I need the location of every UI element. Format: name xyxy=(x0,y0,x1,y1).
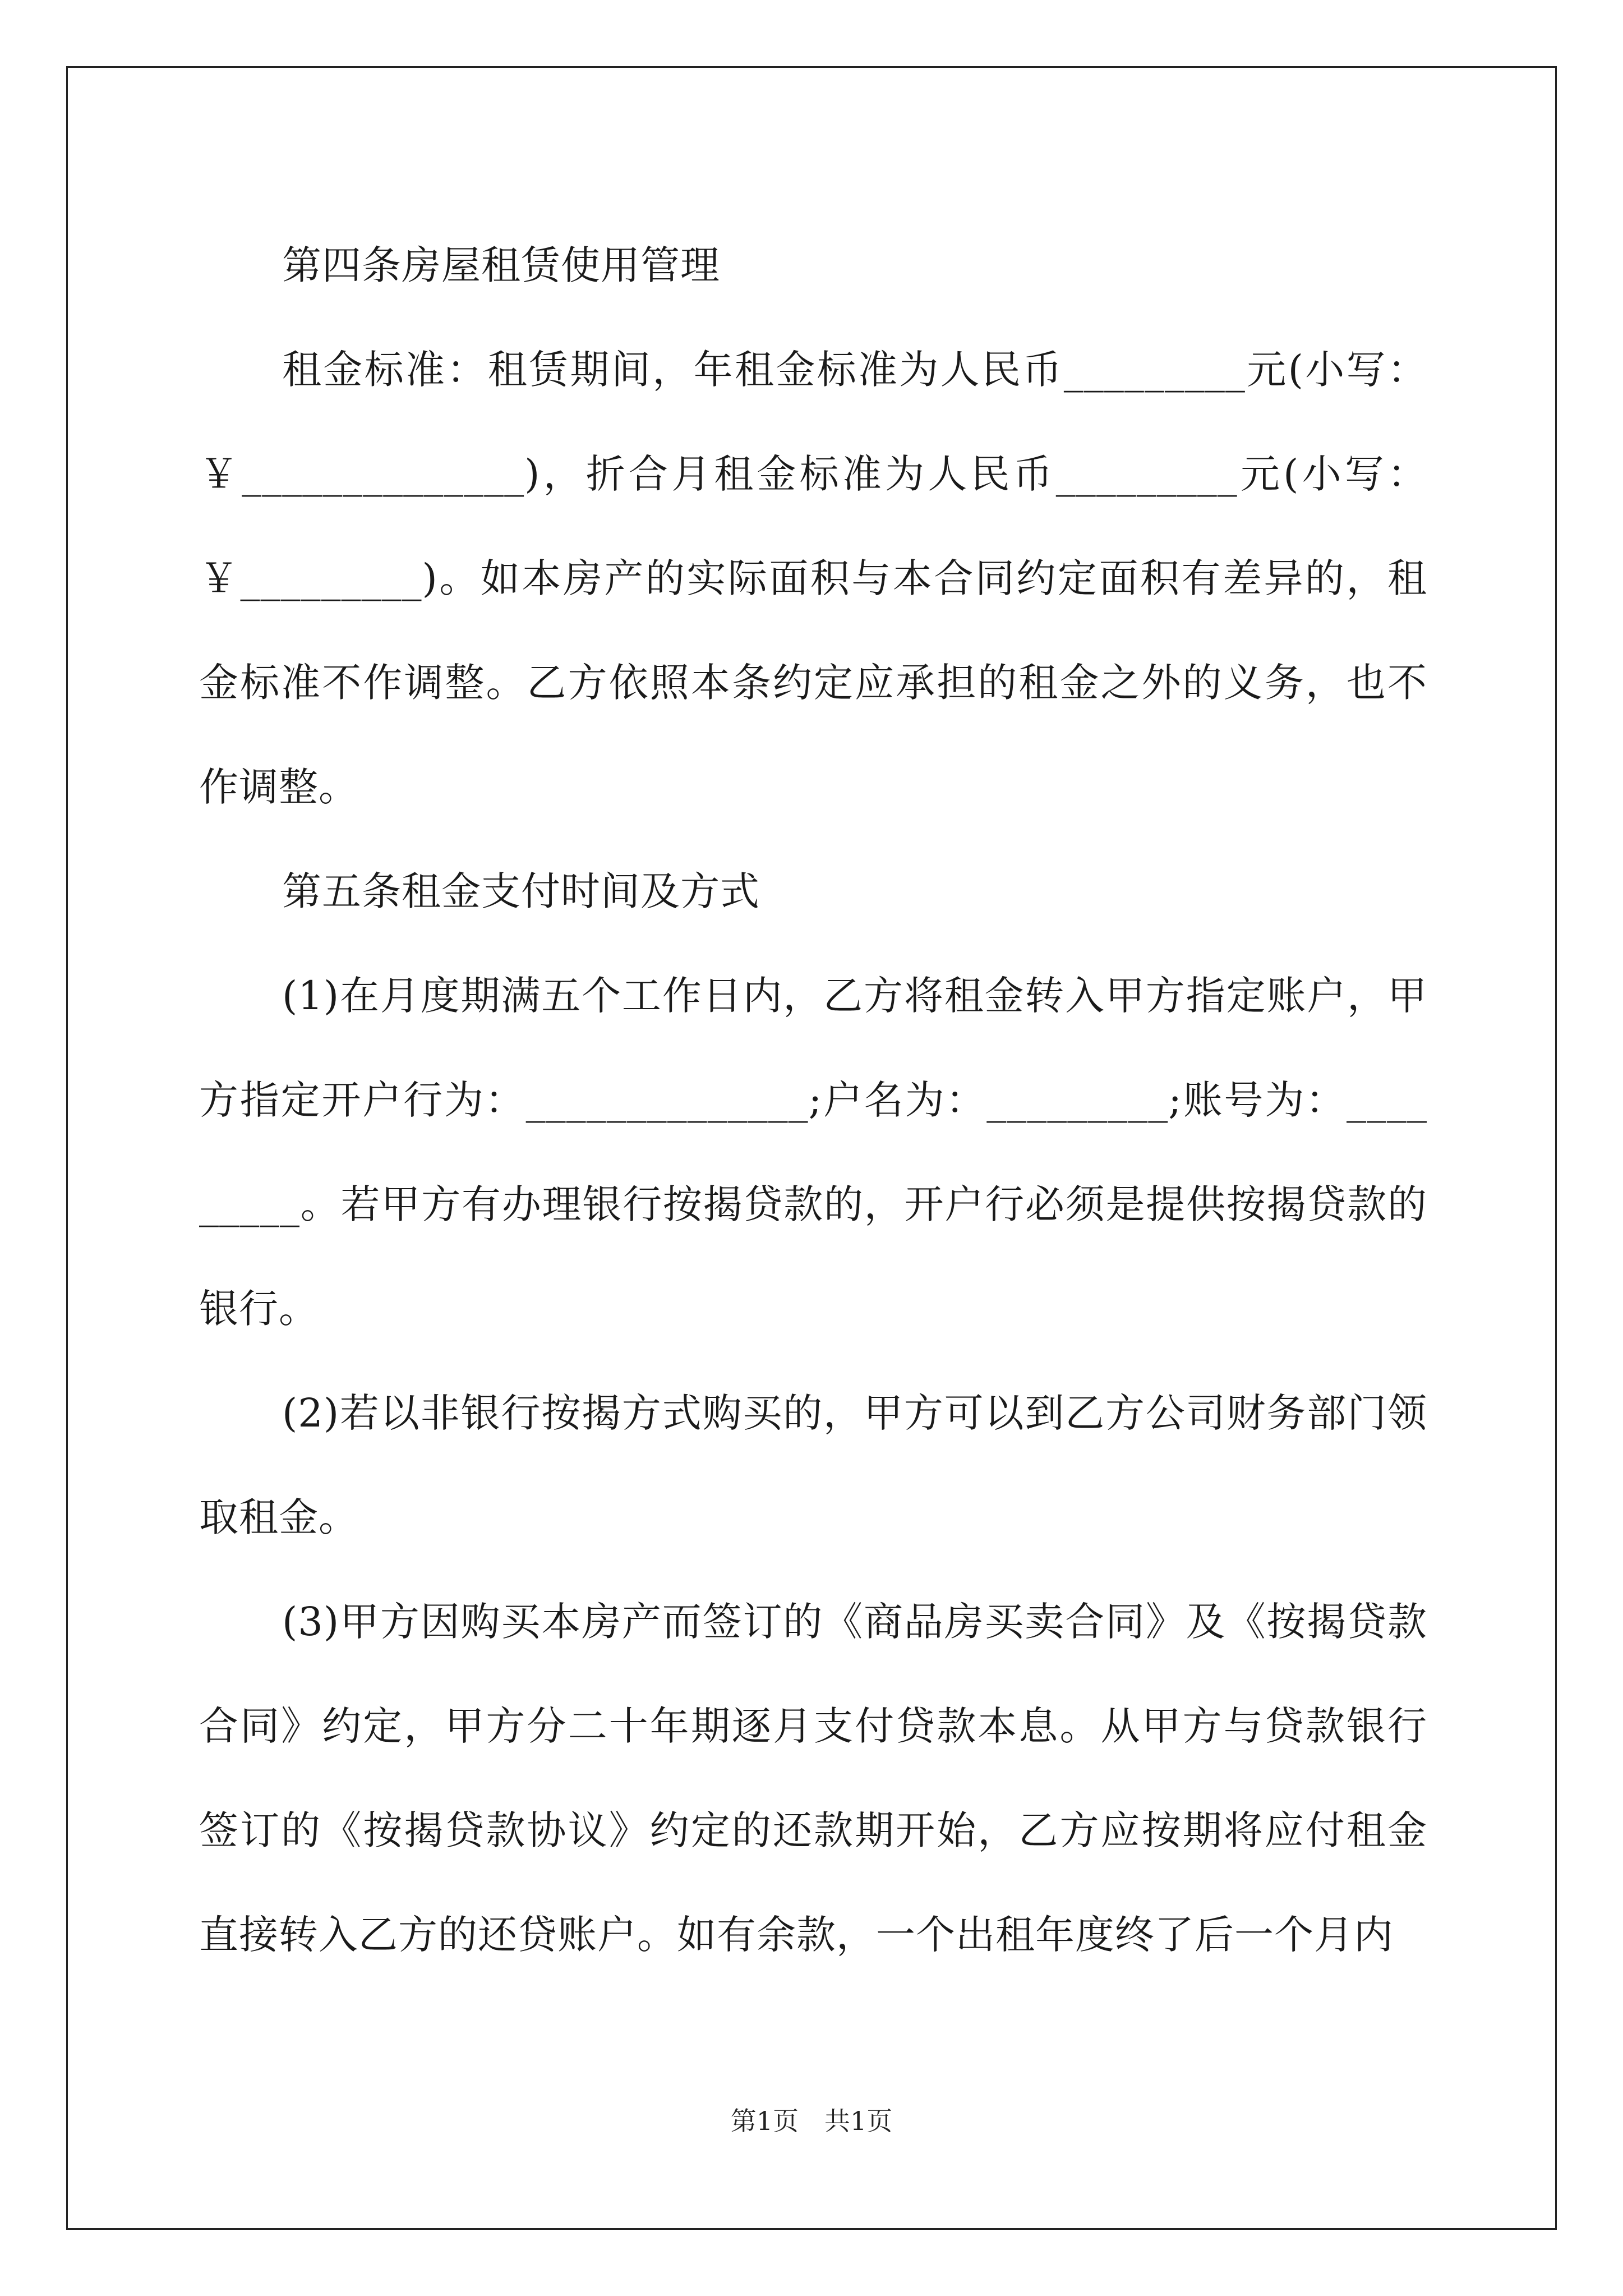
page-footer: 第1页 共1页 xyxy=(730,2106,893,2136)
paragraph-payment-1: (1)在月度期满五个工作日内，乙方将租金转入甲方指定账户，甲方指定开户行为：______________;户名为：_________;账号为：_________。若甲方有办理银行按揭贷款的，开户行必须是提供按揭贷款的银行。 xyxy=(199,973,1427,1332)
document-body xyxy=(199,213,1427,1987)
section-heading-article-5: 第五条租金支付时间及方式 xyxy=(282,868,760,914)
section-heading-article-4: 第四条房屋租赁使用管理 xyxy=(282,242,720,288)
paragraph-payment-2: (2)若以非银行按揭方式购买的，甲方可以到乙方公司财务部门领取租金。 xyxy=(199,1390,1427,1540)
paragraph-payment-3: (3)甲方因购买本房产而签订的《商品房买卖合同》及《按揭贷款合同》约定，甲方分二十年期逐月支付贷款本息。从甲方与贷款银行签订的《按揭贷款协议》约定的还款期开始，乙方应按期将应付租金直接转入乙方的还贷账户。如有余款，一个出租年度终了后一个月内 xyxy=(199,1599,1427,1958)
paragraph-rent-standard: 租金标准：租赁期间，年租金标准为人民币_________元(小写：￥______________)，折合月租金标准为人民币_________元(小写：￥_________)。如本房产的实际面积与本合同约定面积有差异的，租金标准不作调整。乙方依照本条约定应承担的租金之外的义务，也不作调整。 xyxy=(199,347,1427,810)
